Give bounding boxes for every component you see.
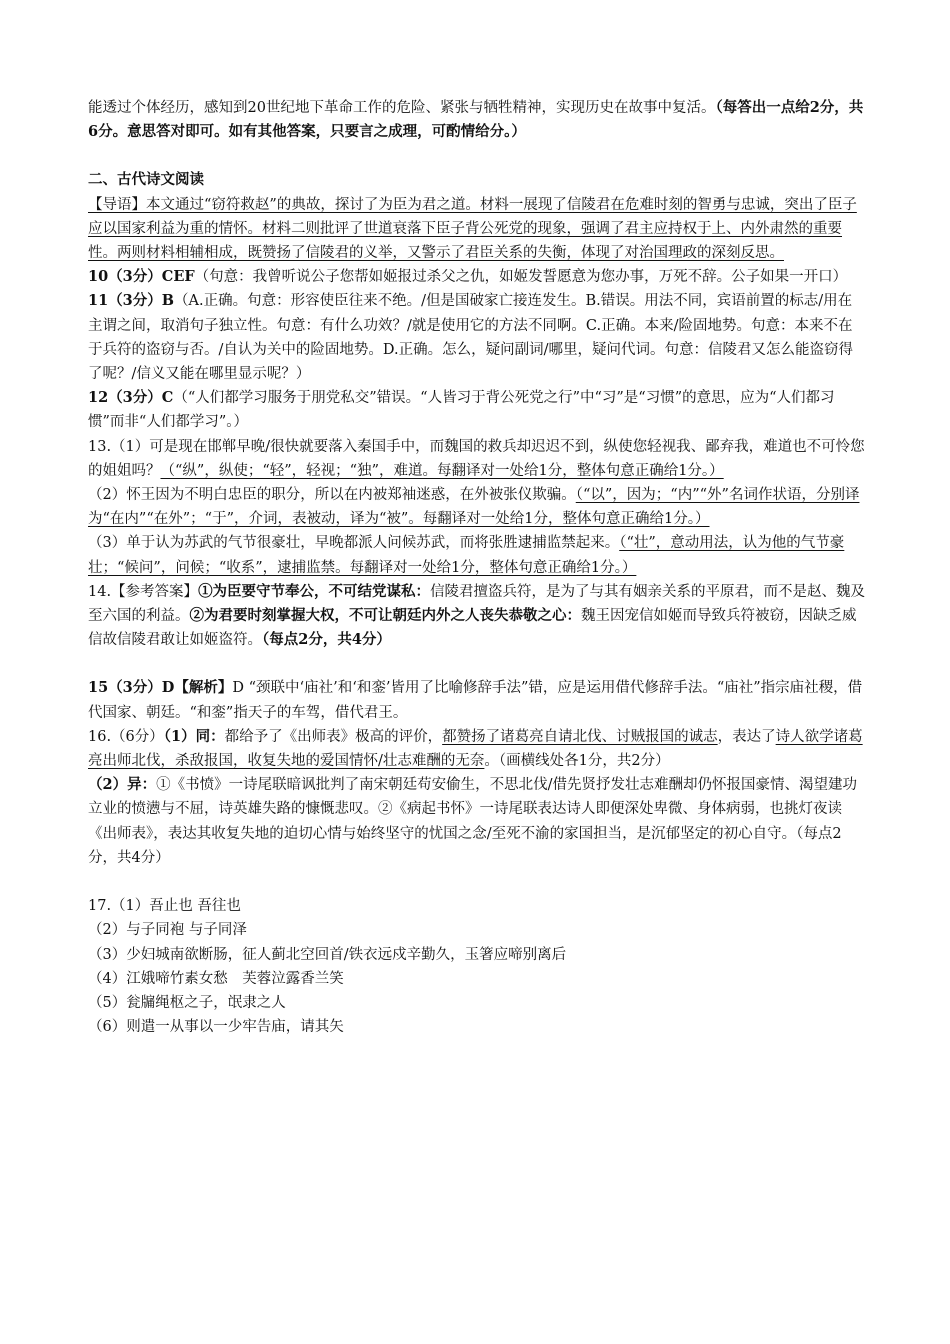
q14-text-2: 魏王因宠信如姬而导致兵符被窃，因缺乏威信故信陵君敢让如姬盗符。 xyxy=(88,608,857,649)
question-14 xyxy=(88,580,866,653)
q16-same-underline-1: 都赞扬了诸葛亮自请北伐、讨贼报国的诚志 xyxy=(442,728,718,745)
q15-explanation: D “颈联中‘庙社’和‘和銮’皆用了比喻修辞手法”错，应是运用借代修辞手法。“庙社”指宗庙社稷，借代国家、朝廷。“和銮”指天子的车驾，借代君王。 xyxy=(88,680,863,721)
guide-paragraph: 【导语】本文通过“窃符救赵”的典故，探讨了为臣为君之道。材料一展现了信陵君在危难时刻的智勇与忠诚，突出了臣子应以国家利益为重的情怀。材料二则批评了世道衰落下臣子背公死党的现象，强调了君主应持权于上、内外肃然的重要性。两则材料相辅相成，既赞扬了信陵君的义举，又警示了君臣关系的失衡，体现了对治国理政的深刻反思。 xyxy=(88,196,857,262)
intro-paragraph xyxy=(88,96,866,144)
q16-same-b: ，表达了 xyxy=(717,728,776,745)
q13-p1-translation: 13.（1）可是现在邯郸早晚/很快就要落入秦国手中，而魏国的救兵却迟迟不到，纵使您轻视我、鄙弃我，难道也不可怜您的姐姐吗？ xyxy=(88,438,865,479)
q16-diff-label: （2）异： xyxy=(88,776,157,794)
answer-document xyxy=(88,96,866,1039)
q13-p2-scoring: （“以”，因为；“内”“外”名词作状语，分别译为“在内”“在外”；“于”，介词，表被动，译为“被”。每翻译对一处给1分，整体句意正确给1分。） xyxy=(88,487,860,528)
q16-same-underline-2: 诗人欲学诸葛亮出师北伐，杀敌报国，收复失地的爱国情怀/壮志难酬的无奈 xyxy=(88,728,863,770)
question-13-part-3 xyxy=(88,531,866,579)
q13-p3-scoring: （“壮”，意动用法，认为他的气节豪壮；“候问”，问候；“收系”，逮捕监禁。每翻译对一处给1分，整体句意正确给1分。） xyxy=(88,535,845,576)
question-13-part-2 xyxy=(88,483,866,531)
q13-p3-translation: （3）单于认为苏武的气节很豪壮，早晚都派人问候苏武，而将张胜逮捕监禁起来。 xyxy=(88,535,620,552)
q17-line-4: （4）江娥啼竹素女愁 芙蓉泣露香兰笑 xyxy=(88,970,344,987)
q12-label: 12（3分） xyxy=(88,389,162,407)
q11-label: 11（3分） xyxy=(88,292,162,310)
intro-text: 能透过个体经历，感知到20世纪地下革命工作的危险、紧张与牺牲精神，实现历史在故事中复活。 xyxy=(88,100,716,116)
q16-same-a: 都给予了《出师表》极高的评价， xyxy=(224,728,443,745)
section-heading: 二、古代诗文阅读 xyxy=(88,171,204,189)
spacer xyxy=(88,144,866,168)
q13-p2-translation: （2）怀王因为不明白忠臣的职分，所以在内被郑袖迷惑，在外被张仪欺骗。 xyxy=(88,487,576,504)
q11-answer: B xyxy=(161,292,175,310)
question-11 xyxy=(88,289,866,386)
q14-scoring: （每点2分，共4分） xyxy=(262,631,391,649)
question-12 xyxy=(88,386,866,434)
q11-explanation: （A.正确。句意：形容使臣往来不绝。/但是国破家亡接连发生。B.错误。用法不同，宾语前置的标志/用在主谓之间，取消句子独立性。句意：有什么功效？/就是使用它的方法不同啊。C.正确。本来/险固地势。句意：本来不在于兵符的盗窃与否。/自认为关中的险固地势。D.正确。怎么，疑问副词/哪里，疑问代词。句意：信陵君又怎么能盗窃得了呢？/信义又能在哪里显示呢？） xyxy=(88,293,853,383)
q15-label: 15（3分） xyxy=(88,679,162,697)
q16-label: 16.（6分） xyxy=(88,728,164,745)
q17-line-1: 17.（1）吾止也 吾往也 xyxy=(88,898,241,915)
q10-explanation: （句意：我曾听说公子您帮如姬报过杀父之仇，如姬发誓愿意为您办事，万死不辞。公子如果一开口） xyxy=(194,269,848,286)
intro-scoring-note: （每答出一点给2分，共6分。意思答对即可。如有其他答案，只要言之成理，可酌情给分。） xyxy=(88,99,864,141)
q14-label: 14.【参考答案】 xyxy=(88,583,199,600)
spacer xyxy=(88,652,866,676)
q16-same-label: （1）同： xyxy=(163,727,225,745)
q15-answer: D【解析】 xyxy=(161,679,233,697)
q10-label: 10（3分） xyxy=(88,268,162,286)
q17-line-6: （6）则遣一从事以一少牢告庙，请其矢 xyxy=(88,1019,344,1036)
q16-diff-text: ①《书愤》一诗尾联暗讽批判了南宋朝廷苟安偷生，不思北伐/借先贤抒发壮志难酬却仍怀报国豪情、渴望建功立业的愤懑与不屈，诗英雄失路的慷慨悲叹。②《病起书怀》一诗尾联表达诗人即便深处卑微、身体病弱，也挑灯夜读《出师表》，表达其收复失地的迫切心情与始终坚守的忧国之念/至死不渝的家国担当，是沉郁坚定的初心自守。（每点2分，共4分） xyxy=(88,777,857,866)
q10-answer: CEF xyxy=(161,268,195,286)
q12-explanation-text: （“人们都学习服务于朋党私交”错误。“人皆习于背公死党之行”中“习”是“习惯”的意思，应为“人们都习惯”而非“人们都学习”。） xyxy=(88,390,835,431)
spacer xyxy=(88,870,866,894)
q14-point-2: ②为君要时刻掌握大权，不可让朝廷内外之人丧失恭敬之心： xyxy=(189,607,581,625)
question-10 xyxy=(88,265,866,289)
q17-line-5: （5）瓮牖绳枢之子，氓隶之人 xyxy=(88,994,286,1011)
q12-answer: C xyxy=(161,389,174,407)
q14-text-1: 信陵君擅盗兵符，是为了与其有姻亲关系的平原君，而不是赵、魏及至六国的利益。 xyxy=(88,583,866,625)
q17-line-2: （2）与子同袍 与子同泽 xyxy=(88,922,247,939)
question-16-diff xyxy=(88,773,866,870)
q14-point-1: ①为臣要守节奉公，不可结党谋私： xyxy=(198,582,431,600)
question-15 xyxy=(88,676,866,724)
question-13-part-1 xyxy=(88,435,866,483)
q13-p1-scoring: （“纵”，纵使；“轻”，轻视；“独”，难道。每翻译对一处给1分，整体句意正确给1分。） xyxy=(160,462,724,479)
q17-line-3: （3）少妇城南欲断肠，征人蓟北空回首/铁衣远戍辛勤久，玉箸应啼别离后 xyxy=(88,946,567,963)
question-16-same xyxy=(88,725,866,773)
q16-same-scoring: 。（画横线处各1分，共2分） xyxy=(484,753,670,770)
